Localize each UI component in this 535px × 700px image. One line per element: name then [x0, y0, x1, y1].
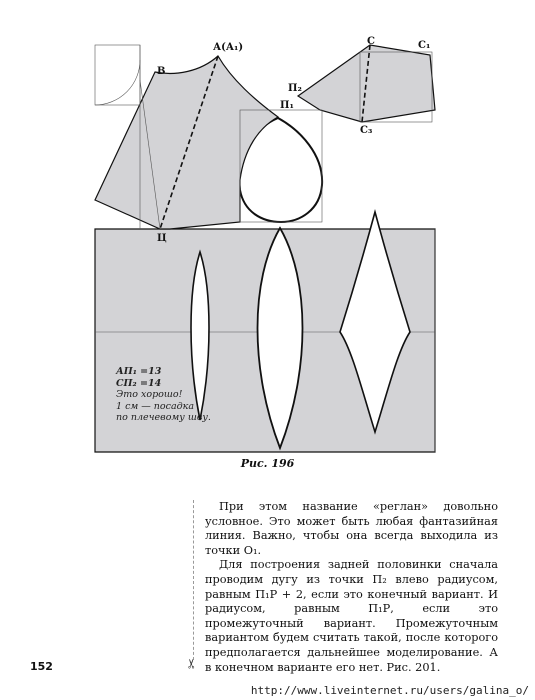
note-line-4: 1 см — посадка — [116, 400, 194, 412]
front-shoulder-piece — [298, 45, 435, 122]
footer-url: http://www.liveinternet.ru/users/galina_o/ — [250, 684, 529, 697]
measurement-note — [116, 366, 226, 424]
body-text — [205, 500, 498, 675]
note-line-5: по плечевому шву. — [116, 412, 211, 423]
note-line-2: СП₂ =14 — [116, 377, 162, 389]
note-line-1: АП₁ =13 — [116, 366, 162, 377]
page-number: 152 — [30, 660, 53, 673]
point-label-c: С — [367, 36, 375, 47]
paragraph-2: Для построения задней половинки сначала проводим дугу из точки П₂ влево радиусом, равным П₁Р + 2, если это конечный вариант. И радиусом, равным П₁Р, если это промежуточный вариант. Промежуточным вариантом будем считать такой, после которого предполагается дальнейшее моделирование. А в конечном варианте его нет. Рис. 201. — [205, 558, 498, 674]
figure-caption: Рис. 196 — [240, 457, 295, 470]
point-label-c3: С₃ — [360, 125, 373, 136]
point-label-c1: С₁ — [418, 40, 431, 51]
cut-line — [193, 500, 194, 660]
paragraph-1: При этом название «реглан» довольно условное. Это может быть любая фантазийная линия. Важно, чтобы она всегда выходила из точки О₁. — [205, 500, 498, 557]
point-label-ts: Ц — [157, 233, 167, 244]
point-label-p1: П₁ — [280, 100, 294, 111]
point-label-p2: П₂ — [288, 83, 302, 94]
point-label-a: А(А₁) — [213, 42, 244, 53]
scissors-icon: ✂ — [184, 658, 200, 669]
note-line-3: Это хорошо! — [116, 389, 183, 400]
point-label-b: В — [157, 66, 166, 77]
